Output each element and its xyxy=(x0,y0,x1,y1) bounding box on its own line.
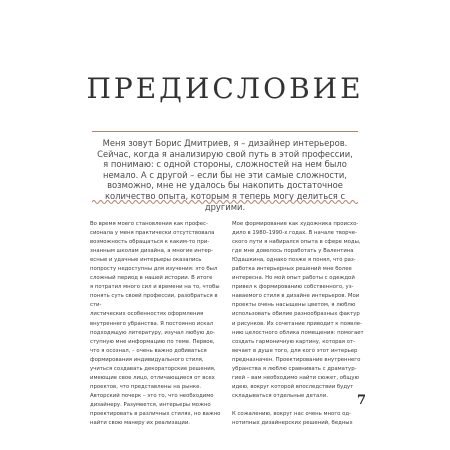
body-column-left: Во время моего становления как профес- сионала у меня практически отсутствовала возможность обращаться к каким-то при- знанным школам дизайна, а многие интер- есные и удачные интерьеры оказались попросту недоступны для изучения: это был сложный период в нашей истории. В итоге я потратил много сил и времени на то, чтобы понять суть своей профессии, разобраться в сти- листических особенностях оформления внутреннего убранства. Я постоянно искал подходящую литературу, изучал любую до- ступную мне информацию по теме. Первое, что я осознал, – очень важно добиваться формирования индивидуального стиля, учиться создавать декораторские решения, имеющие свое лицо, отличающиеся от всех проектов, что представлены на рынке. Авторский почерк – это то, что необходимо дизайнеру. Разумеется, интерьеры можно проектировать в различных стилях, но важно найти свою манеру их реализации. xyxy=(90,221,221,427)
wavy-divider xyxy=(92,198,358,206)
page-number: 7 xyxy=(357,393,367,408)
page-title: ПРЕДИСЛОВИЕ xyxy=(86,72,364,105)
top-divider xyxy=(92,131,358,132)
body-column-right: Мое формирование как художника происхо- дило в 1980–1990-х годах. В начале творче- ского пути я набирался опыта в сфере моды, где мне довелось поработать у Валентина Юдашкина, однако позже я понял, что раз- работка интерьерных решений мне более интересна. Но мой опыт работы с одеждой привел к формированию собственного, уз- наваемого стиля в дизайне интерьеров. Мои проекты очень насыщены цветом, я люблю использовать обилие разнообразных фактур и рисунков. Их сочетание приводит к появле- нию целостного облика помещения: помогает создать гармоничную картину, которая от- вечает в душе того, для кого этот интерьер предназначен. Проектирование внутреннего убранства я люблю сравнивать с драматур- гией – вам необходимо найти сюжет, общую идею, вокруг которой впоследствии будут складываться отдельные детали. К сожалению, вокруг нас очень много од- нотипных дизайнерских решений, бедных xyxy=(232,221,364,427)
intro-paragraph: Меня зовут Борис Дмитриев, я – дизайнер интерьеров. Сейчас, когда я анализирую свой путь в этой профессии, я понимаю: с одной стороны, сложностей на нем было немало. А с другой – если бы не эти самые сложности, возможно, мне не удалось бы накопить достаточное количество опыта, которым я теперь могу делиться с другими. xyxy=(97,138,353,212)
